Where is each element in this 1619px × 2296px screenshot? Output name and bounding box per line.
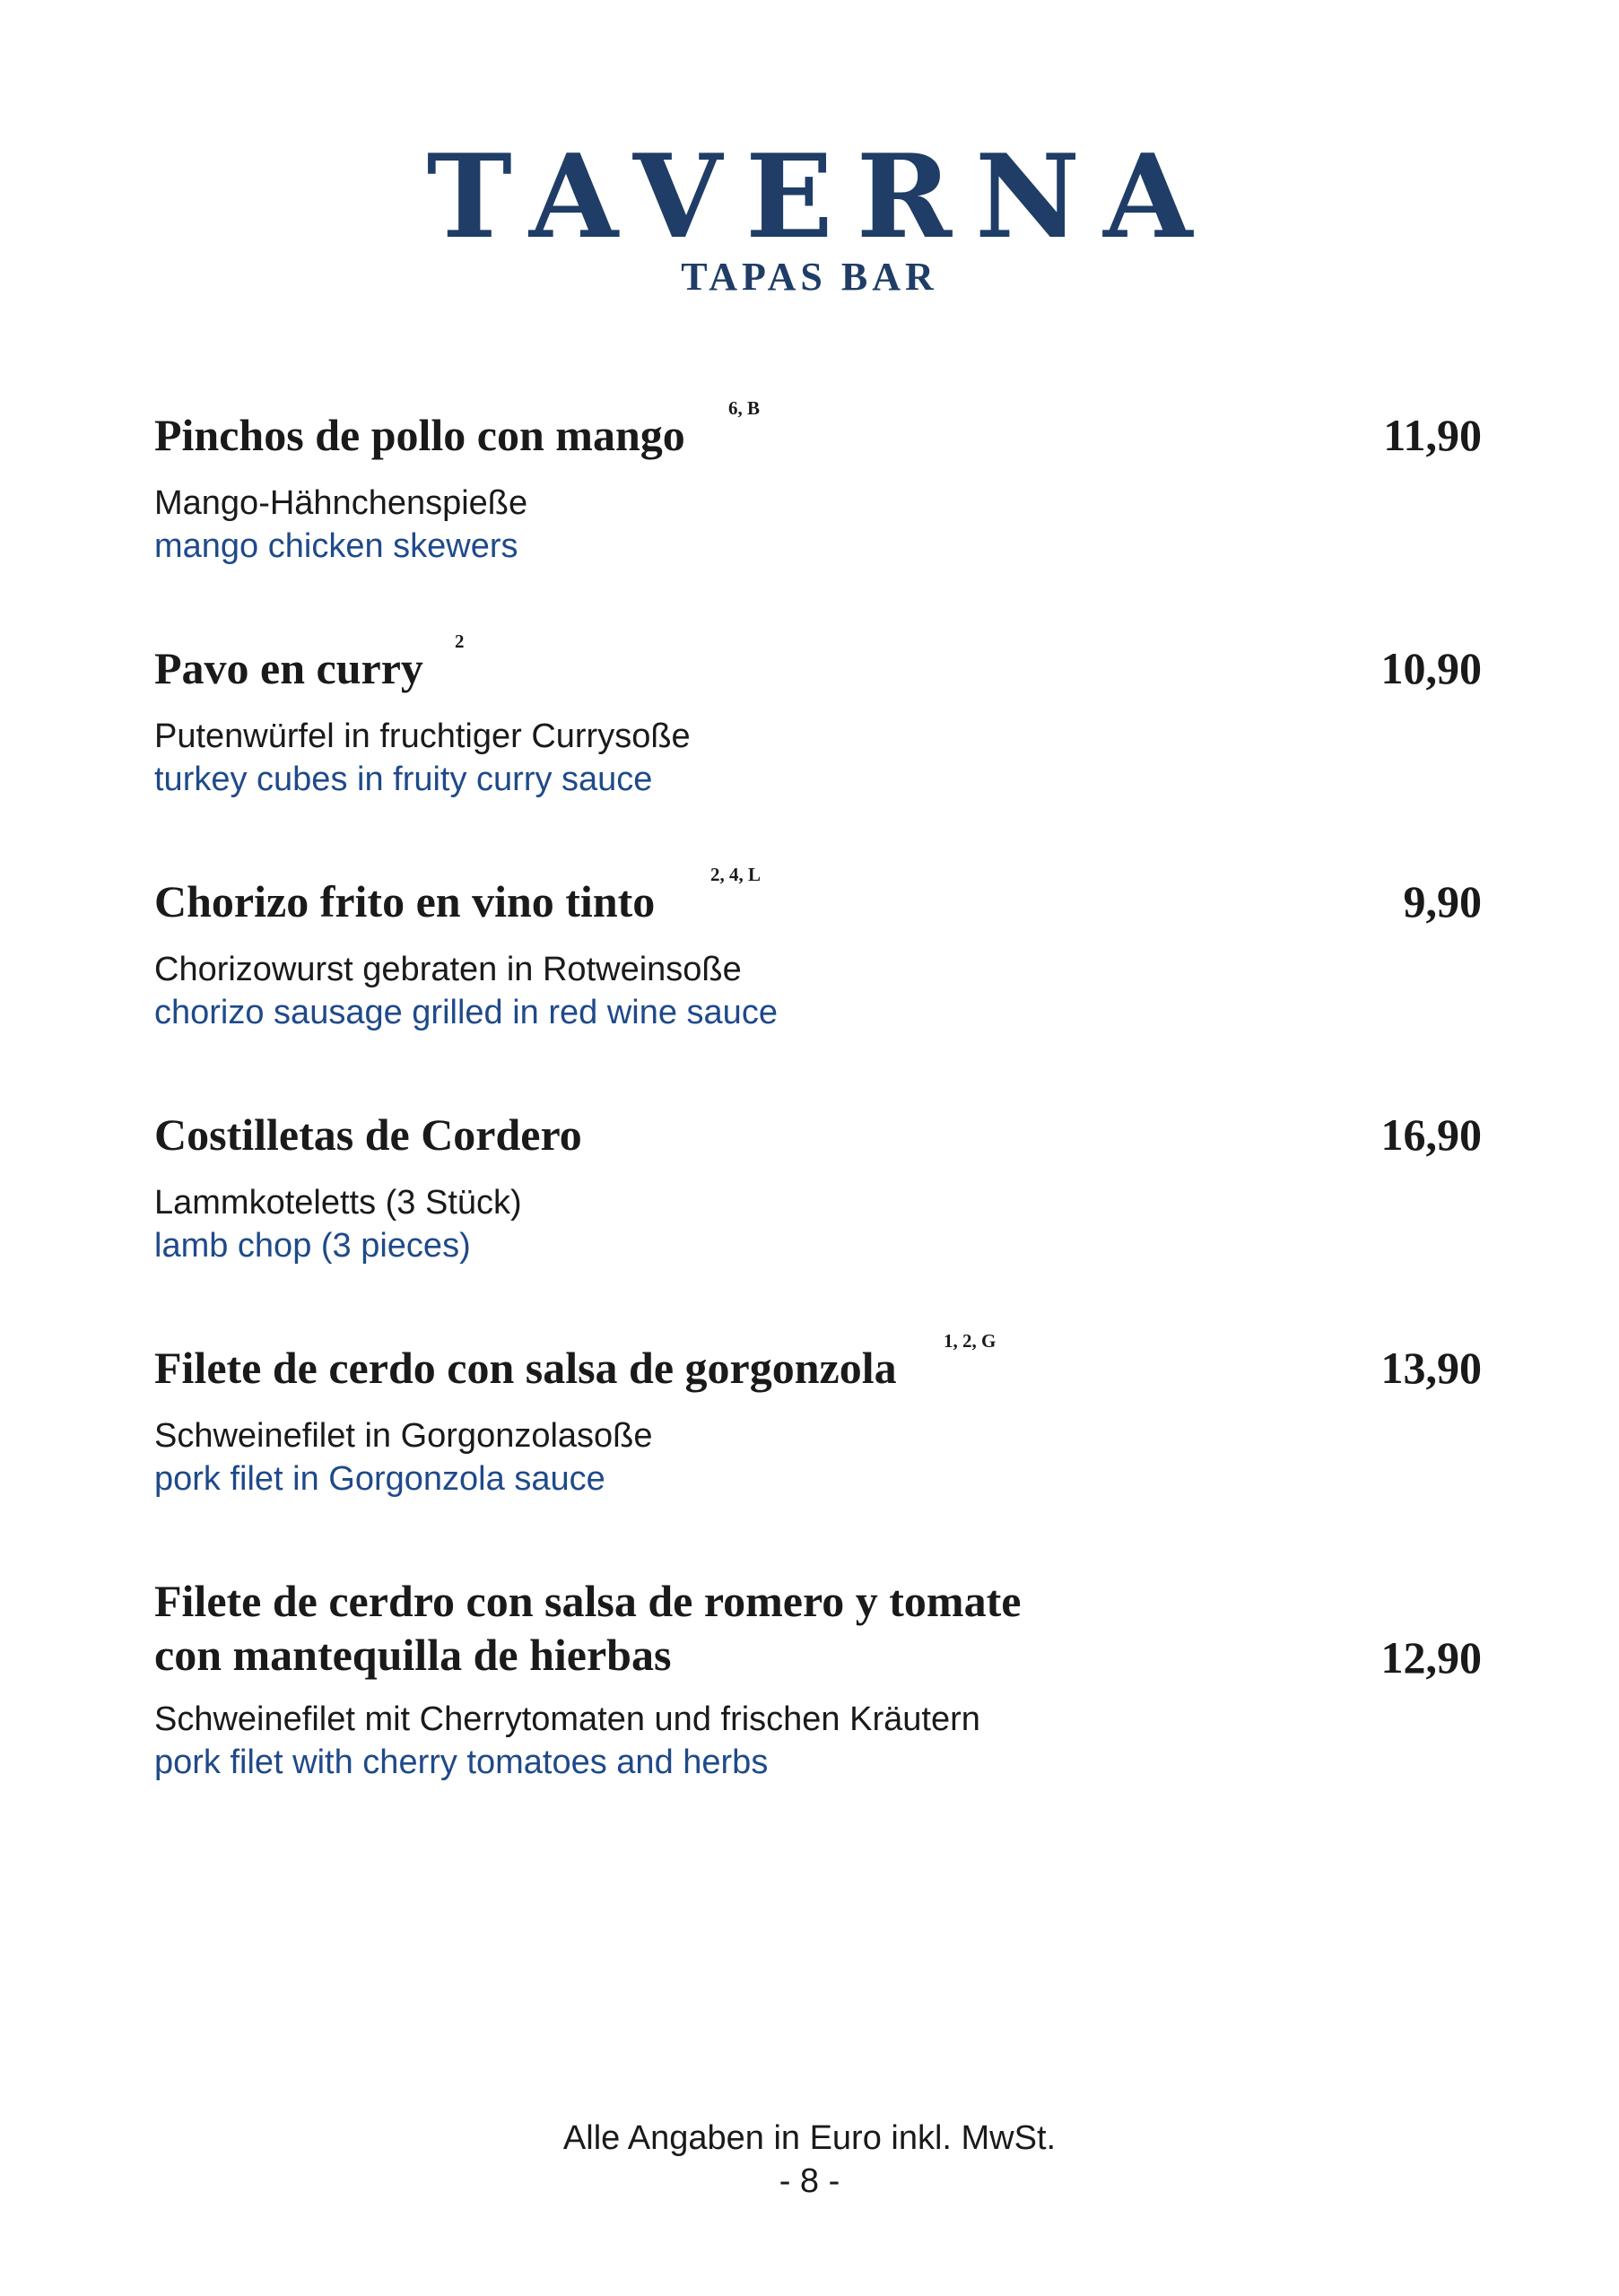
dish-price: 9,90 <box>1403 876 1482 926</box>
menu-footer <box>0 2117 1619 2203</box>
dish-price: 12,90 <box>1380 1632 1482 1683</box>
description-english: chorizo sausage grilled in red wine sauce <box>154 994 778 1031</box>
dish-price: 11,90 <box>1383 410 1482 460</box>
menu-item-pinchos <box>154 397 1482 568</box>
menu-item-chorizo <box>154 864 1482 1034</box>
brand-logo: TAVERNA <box>426 130 1216 265</box>
description-german: Chorizowurst gebraten in Rotweinsoße <box>154 951 742 988</box>
menu-item-filete-gorgonzola <box>154 1330 1482 1500</box>
allergen-codes: 6, B <box>728 397 761 419</box>
description-german: Schweinefilet in Gorgonzolasoße <box>154 1417 653 1455</box>
description-german: Lammkoteletts (3 Stück) <box>154 1184 522 1222</box>
dish-name: Costilletas de Cordero <box>154 1109 582 1160</box>
dish-price: 13,90 <box>1380 1343 1482 1393</box>
menu-item-pavo <box>154 631 1482 801</box>
description-german: Putenwürfel in fruchtiger Currysoße <box>154 718 691 755</box>
menu-item-filete-romero <box>154 1574 1482 1784</box>
allergen-codes: 1, 2, G <box>944 1330 997 1352</box>
dish-name: Chorizo frito en vino tinto <box>154 876 656 926</box>
dish-name: Pinchos de pollo con mango <box>154 410 685 460</box>
menu-header <box>0 130 1619 300</box>
brand-subtitle: TAPAS BAR <box>681 255 938 299</box>
description-english: mango chicken skewers <box>154 527 518 565</box>
dish-price: 10,90 <box>1380 643 1482 693</box>
description-english: lamb chop (3 pieces) <box>154 1227 471 1265</box>
description-english: pork filet with cherry tomatoes and herbs <box>154 1744 769 1781</box>
description-german: Mango-Hähnchenspieße <box>154 484 528 522</box>
dish-price: 16,90 <box>1380 1109 1482 1160</box>
page-number: - 8 - <box>779 2162 840 2200</box>
description-german: Schweinefilet mit Cherrytomaten und frischen Kräutern <box>154 1700 980 1738</box>
description-english: pork filet in Gorgonzola sauce <box>154 1460 605 1498</box>
allergen-codes: 2, 4, L <box>710 864 762 885</box>
dish-name: Pavo en curry <box>154 643 423 693</box>
dish-name: Filete de cerdo con salsa de gorgonzola <box>154 1343 897 1393</box>
description-english: turkey cubes in fruity curry sauce <box>154 761 653 798</box>
dish-name: Filete de cerdro con salsa de romero y tomate con mantequilla de hierbas <box>154 1576 1022 1680</box>
price-note: Alle Angaben in Euro inkl. MwSt. <box>562 2119 1057 2157</box>
menu-item-costilletas <box>154 1108 1482 1267</box>
allergen-codes: 2 <box>455 631 465 652</box>
